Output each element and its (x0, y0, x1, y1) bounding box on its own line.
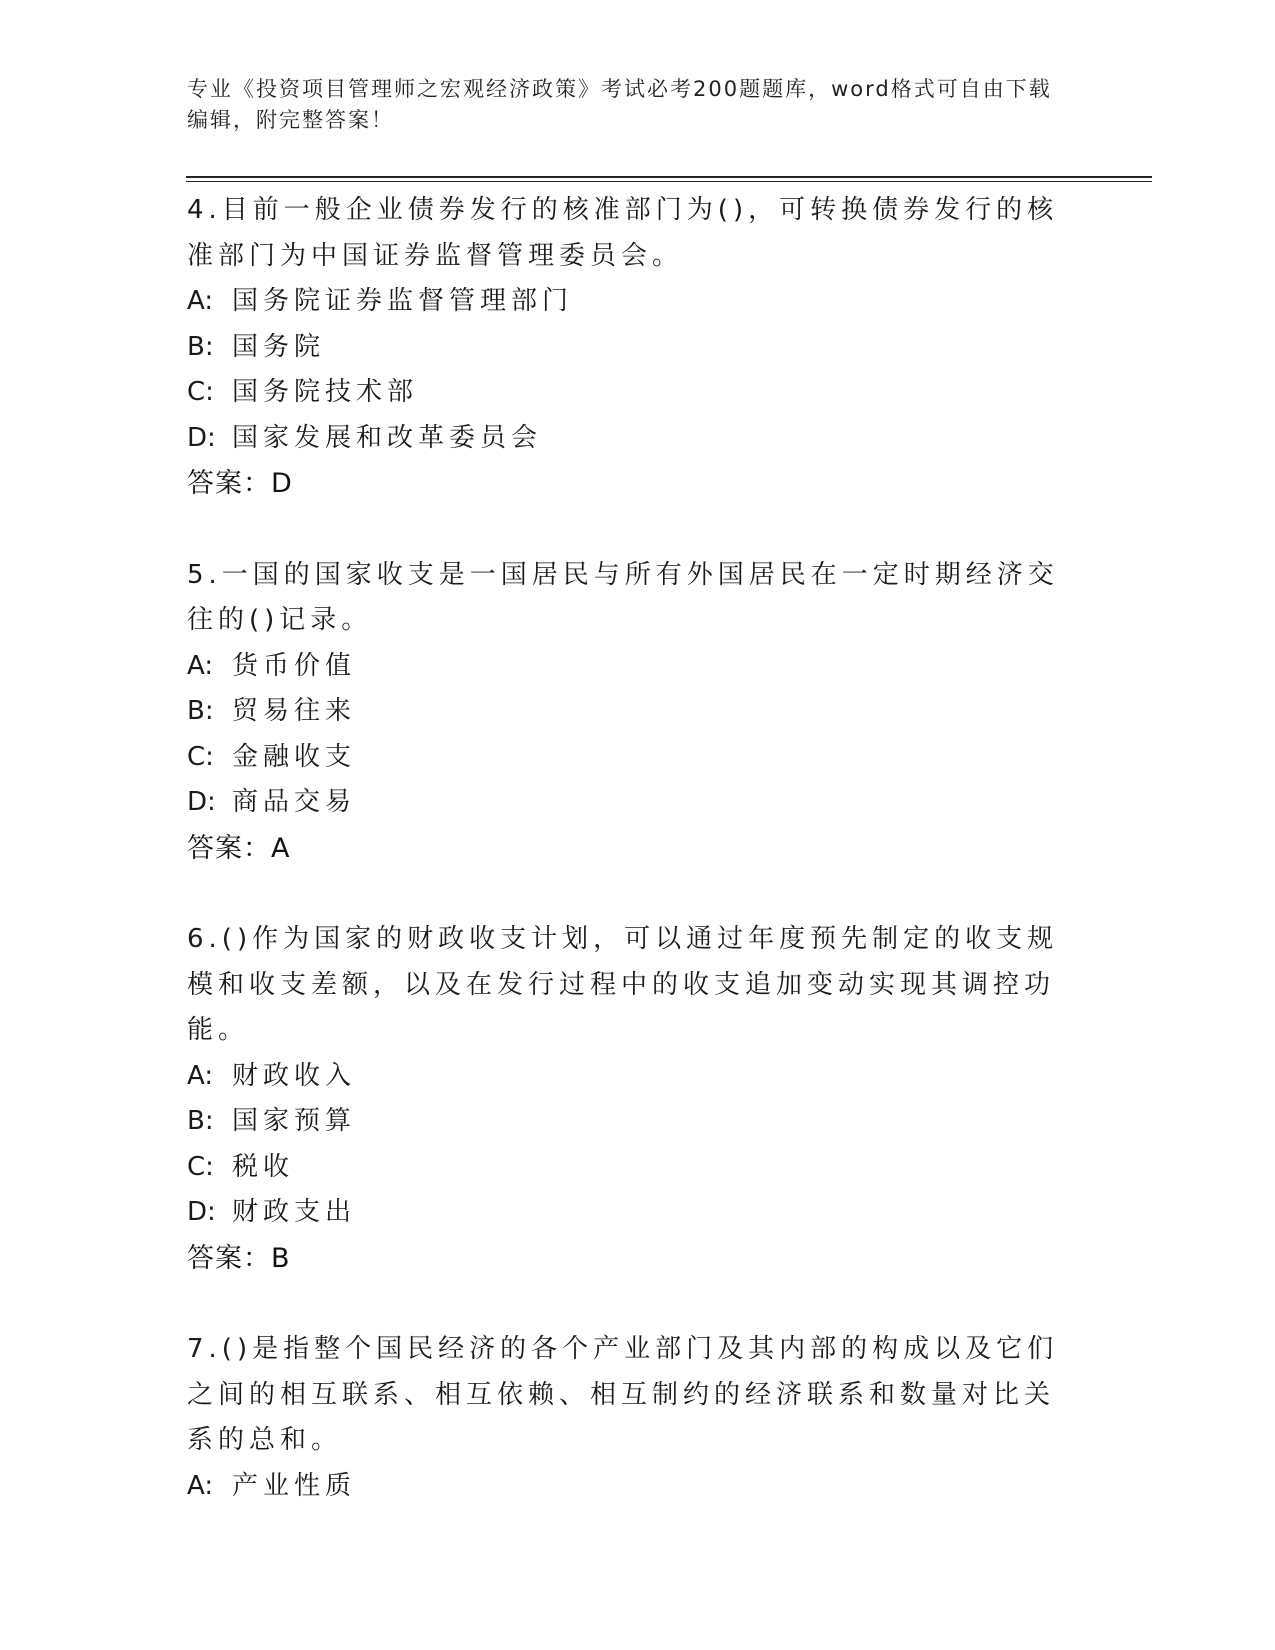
option-key: D: (187, 422, 216, 453)
option-text: 国务院技术部 (232, 377, 419, 407)
answer-line: 答案：D (187, 468, 293, 499)
option-text: 贸易往来 (232, 696, 357, 726)
option-d (187, 780, 1067, 826)
option-key: C: (187, 377, 214, 407)
option-c (187, 370, 1067, 416)
option-text: 税收 (232, 1151, 295, 1182)
option-b (187, 1099, 1067, 1145)
question-5 (187, 553, 1067, 872)
option-text: 国家发展和改革委员会 (232, 422, 543, 453)
option-text: 国家预算 (232, 1106, 357, 1136)
option-c (187, 1145, 1067, 1191)
option-b (187, 689, 1067, 735)
option-key: D: (187, 1197, 216, 1227)
option-key: A: (187, 1060, 214, 1091)
question-4 (187, 188, 1067, 507)
option-text: 商品交易 (232, 787, 357, 817)
option-key: A: (187, 1470, 214, 1501)
option-text: 财政收入 (232, 1060, 357, 1091)
option-text: 国务院 (232, 331, 326, 362)
question-6 (187, 917, 1067, 1281)
option-key: B: (187, 696, 214, 726)
question-stem: 4.目前一般企业债券发行的核准部门为()，可转换债券发行的核准部门为中国证券监督管理委员会。 (187, 195, 1059, 271)
option-key: A: (187, 286, 214, 316)
option-a (187, 644, 1067, 690)
option-a (187, 279, 1067, 325)
question-7 (187, 1327, 1067, 1509)
option-text: 金融收支 (232, 741, 357, 772)
header-divider-thin (186, 181, 1152, 182)
option-key: D: (187, 787, 216, 817)
option-c (187, 735, 1067, 781)
question-stem: 5.一国的国家收支是一国居民与所有外国居民在一定时期经济交往的()记录。 (187, 559, 1059, 635)
header-divider-thick (186, 176, 1152, 178)
option-key: B: (187, 331, 214, 362)
option-a (187, 1054, 1067, 1100)
question-stem: 7.()是指整个国民经济的各个产业部门及其内部的构成以及它们之间的相互联系、相互依赖、相互制约的经济联系和数量对比关系的总和。 (187, 1334, 1059, 1455)
option-a (187, 1464, 1067, 1510)
option-key: C: (187, 1151, 214, 1182)
option-d (187, 416, 1067, 462)
document-header: 专业《投资项目管理师之宏观经济政策》考试必考200题题库，word格式可自由下载编辑，附完整答案！ (187, 77, 1052, 132)
option-key: B: (187, 1106, 214, 1136)
option-text: 财政支出 (232, 1197, 357, 1227)
option-text: 国务院证券监督管理部门 (232, 286, 574, 316)
answer-line: 答案：B (187, 1242, 291, 1274)
question-list (187, 188, 1067, 1555)
option-d (187, 1190, 1067, 1236)
option-b (187, 325, 1067, 371)
option-text: 货币价值 (232, 650, 357, 681)
question-stem: 6.()作为国家的财政收支计划，可以通过年度预先制定的收支规模和收支差额，以及在发行过程中的收支追加变动实现其调控功能。 (187, 924, 1059, 1045)
option-key: A: (187, 650, 214, 681)
option-key: C: (187, 741, 214, 772)
option-text: 产业性质 (232, 1470, 357, 1501)
answer-line: 答案：A (187, 832, 291, 864)
